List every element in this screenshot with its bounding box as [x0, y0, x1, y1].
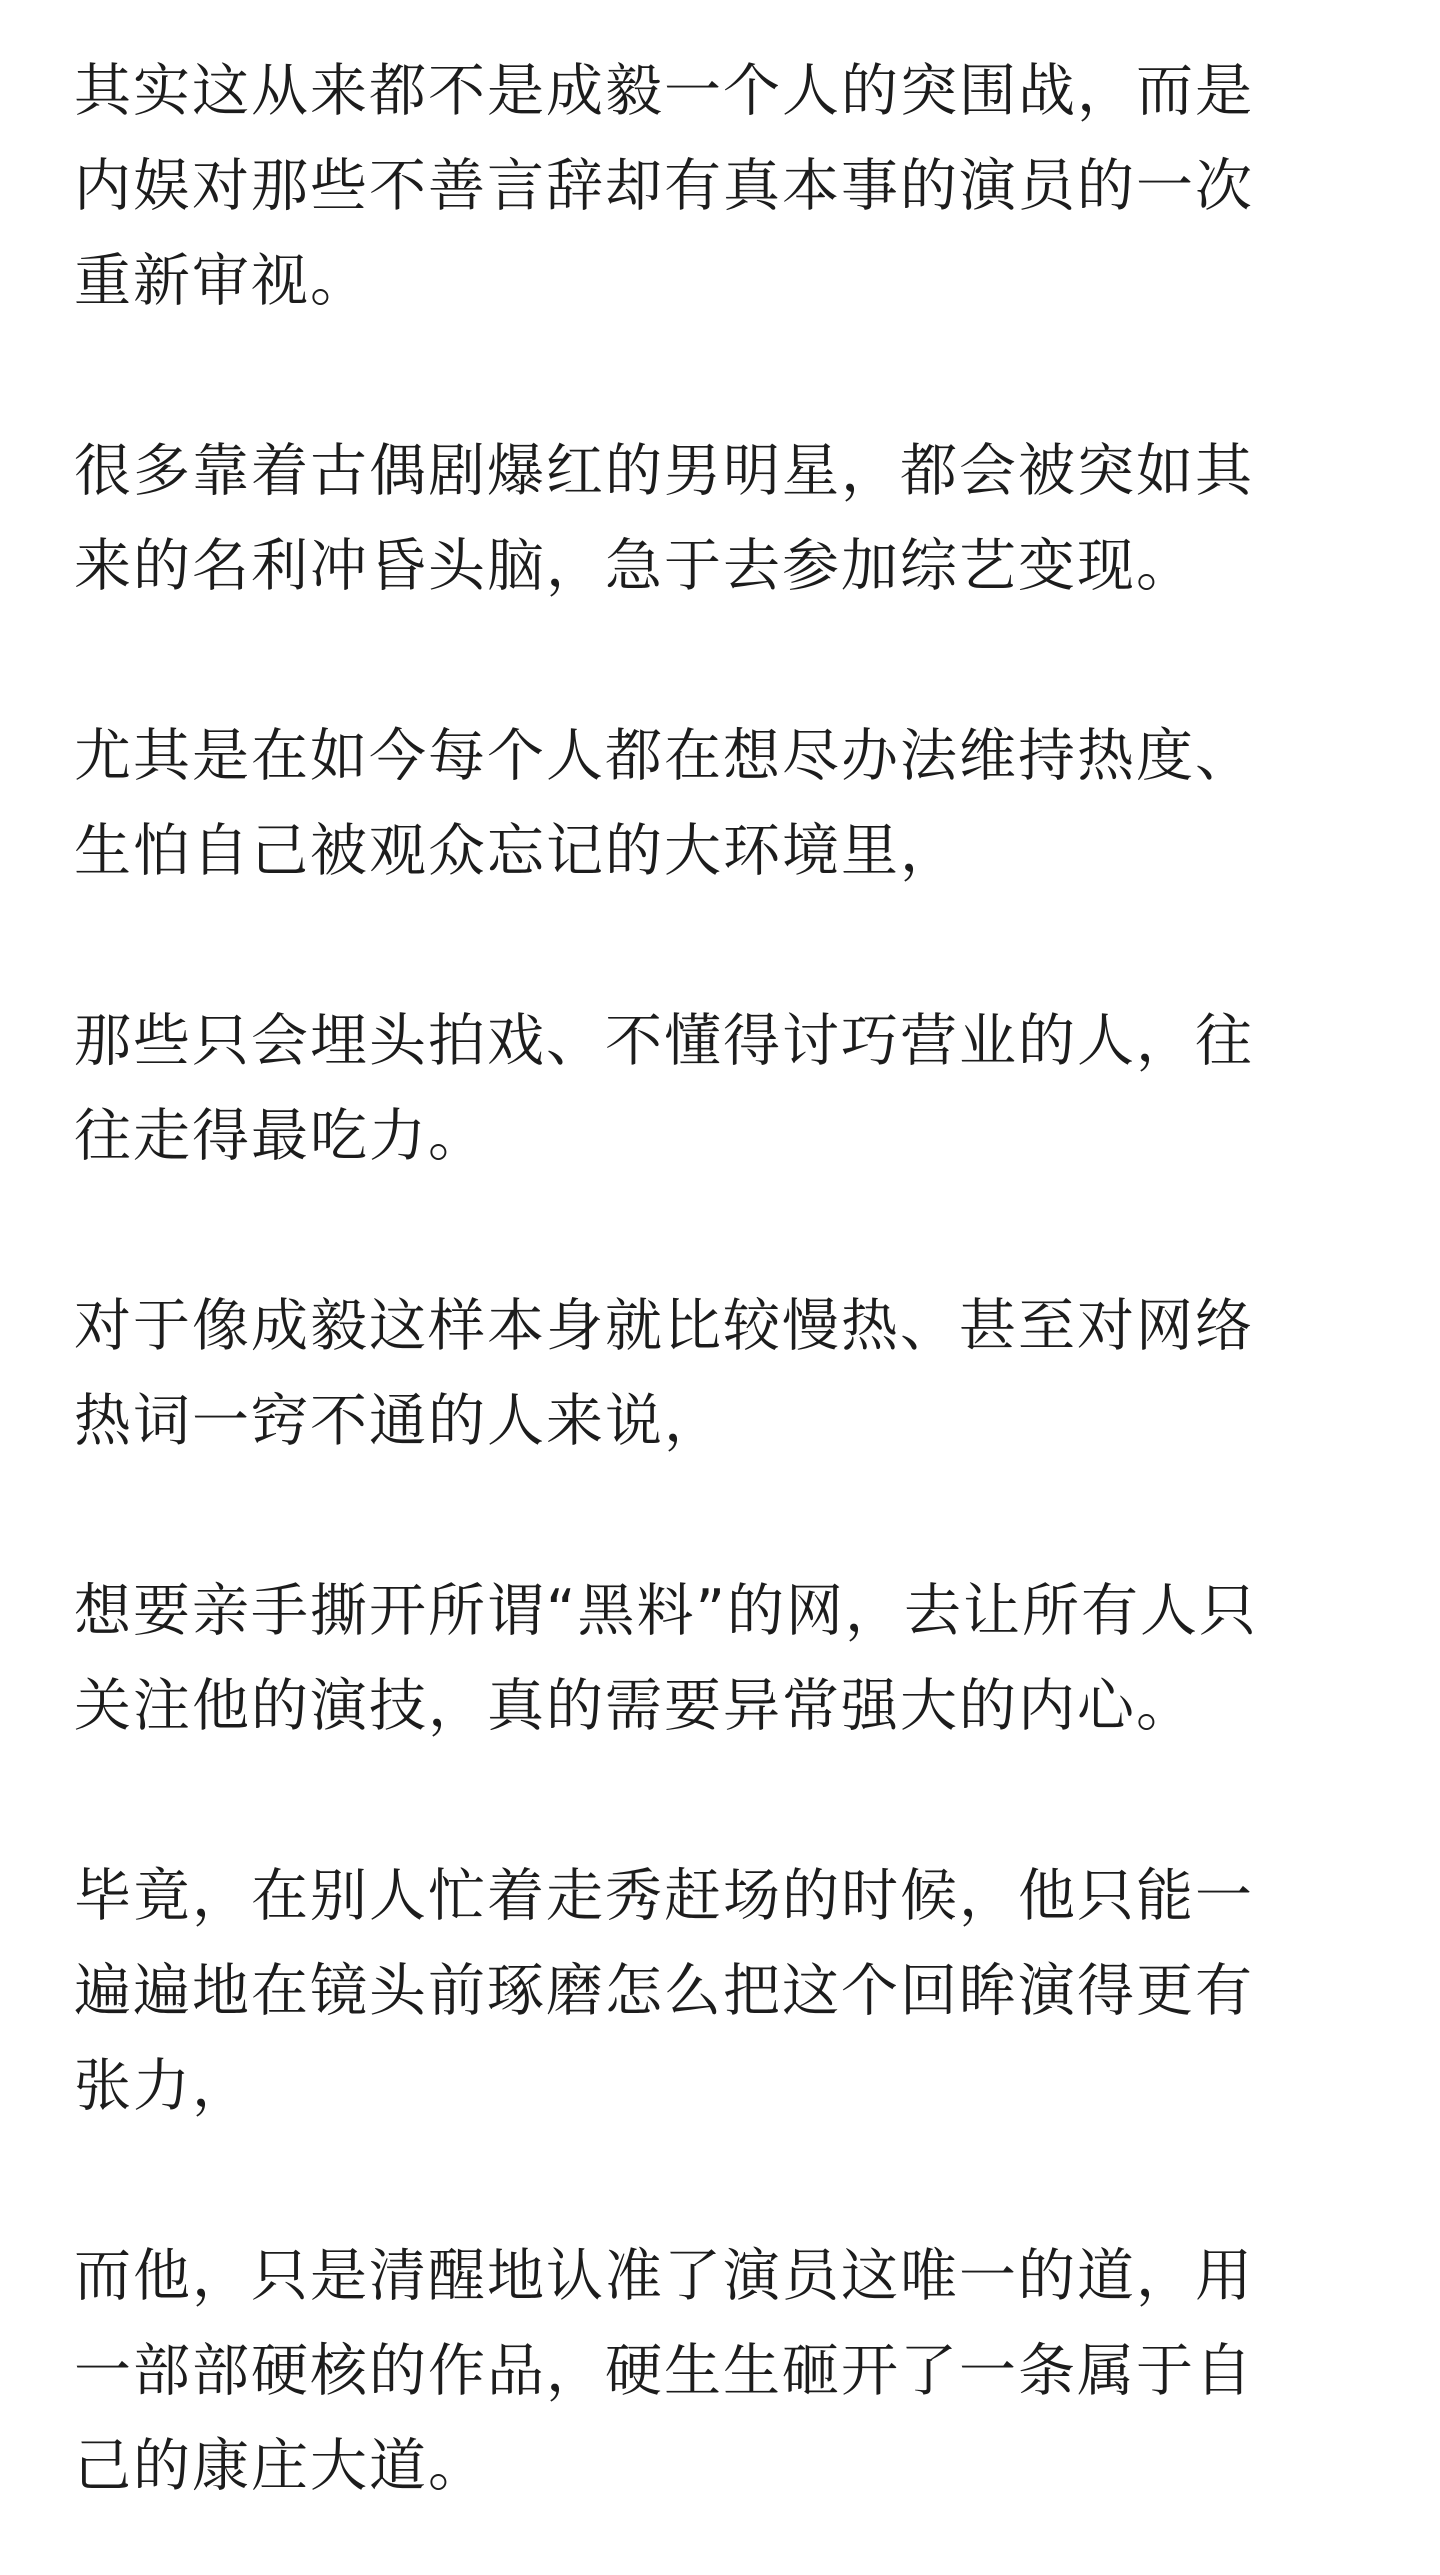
paragraph [74, 2229, 1374, 2514]
paragraph [74, 709, 1374, 899]
paragraph [74, 424, 1374, 614]
article-body [74, 44, 1374, 2514]
paragraph-line: 对于像成毅这样本身就比较慢热、甚至对网络 [74, 1293, 1254, 1359]
paragraph-line: 毕竟，在别人忙着走秀赶场的时候，他只能一 [74, 1863, 1254, 1929]
paragraph-line: 关注他的演技，真的需要异常强大的内心。 [74, 1673, 1195, 1739]
paragraph-line: 内娱对那些不善言辞却有真本事的演员的一次 [74, 153, 1254, 219]
paragraph-line: 一部部硬核的作品，硬生生砸开了一条属于自 [74, 2338, 1254, 2404]
paragraph-line: 己的康庄大道。 [74, 2433, 487, 2499]
paragraph-line: 张力， [74, 2053, 251, 2119]
paragraph-line: 尤其是在如今每个人都在想尽办法维持热度、 [74, 723, 1254, 789]
paragraph-line: 遍遍地在镜头前琢磨怎么把这个回眸演得更有 [74, 1958, 1254, 2024]
paragraph-line: 热词一窍不通的人来说， [74, 1388, 723, 1454]
paragraph [74, 1849, 1374, 2134]
paragraph-line: 而他，只是清醒地认准了演员这唯一的道，用 [74, 2243, 1254, 2309]
paragraph [74, 994, 1374, 1184]
paragraph-line: 那些只会埋头拍戏、不懂得讨巧营业的人，往 [74, 1008, 1254, 1074]
paragraph [74, 44, 1374, 329]
paragraph [74, 1279, 1374, 1469]
paragraph-line: 很多靠着古偶剧爆红的男明星，都会被突如其 [74, 438, 1254, 504]
paragraph-line: 其实这从来都不是成毅一个人的突围战，而是 [74, 58, 1254, 124]
paragraph-line: 往走得最吃力。 [74, 1103, 487, 1169]
paragraph [74, 1564, 1374, 1754]
paragraph-line: 生怕自己被观众忘记的大环境里， [74, 818, 959, 884]
paragraph-line: 重新审视。 [74, 248, 369, 314]
paragraph-line: 想要亲手撕开所谓“黑料”的网，去让所有人只 [74, 1578, 1259, 1644]
paragraph-line: 来的名利冲昏头脑，急于去参加综艺变现。 [74, 533, 1195, 599]
